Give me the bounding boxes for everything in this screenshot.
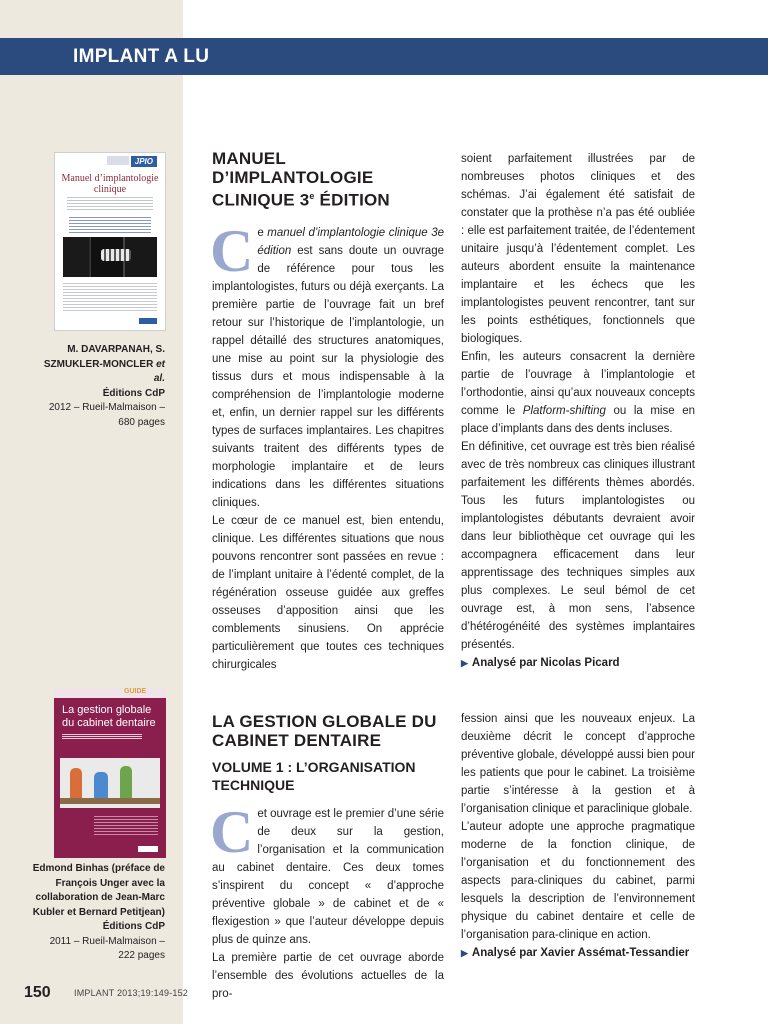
caption-line-3: collaboration de Jean-Marc <box>35 892 165 903</box>
article-1-signature: ▶ Analysé par Nicolas Picard <box>461 657 620 669</box>
cover-subtitle-lines <box>67 197 153 211</box>
book-caption-1 <box>35 343 165 430</box>
article-1-paragraph-2: Le cœur de ce manuel est, bien entendu, clinique. Les différentes situations que nous pouvons rencontrer sont passées en revue : de l’implant unitaire à l’édenté complet, de la régénération osseuse guidée aux greffes osseuses d’apposition ainsi que les comblements sinusiens. On apprécie particulièrement que toutes ces techniques chirurgicales <box>212 515 444 671</box>
caption-line-4: Kubler et Bernard Petitjean) <box>32 906 165 918</box>
cover-publisher-logo <box>138 846 158 852</box>
book-cover-gestion-globale <box>54 688 166 858</box>
cover-publisher-logo <box>139 318 157 324</box>
caption-publisher: Éditions CdP <box>102 921 165 932</box>
section-title: IMPLANT A LU <box>73 46 210 67</box>
article-2-paragraph-1: Cet ouvrage est le premier d’une série de deux sur la gestion, l’organisation et la communication au cabinet dentaire. Ces deux tomes s’inspirent du concept « d’approche préventive globale » de cabinet et de « flexigestion » que l’auteur développe depuis plus de quinze ans. <box>210 799 444 946</box>
cover-illustration <box>60 758 160 808</box>
cover-volume-line <box>62 734 142 739</box>
cover-series-logo: JPIO <box>131 156 157 167</box>
article-1-column-2 <box>461 150 695 672</box>
dropcap: C <box>210 218 254 284</box>
article-2-column-1 <box>210 799 444 1003</box>
article-title-1: MANUEL D’IMPLANTOLOGIE CLINIQUE 3e ÉDITION <box>212 149 390 210</box>
article-1-paragraph-4: Enfin, les auteurs consacrent la dernière partie de l’ouvrage à l’implantologie et l’orthodontie, ainsi qu’aux nouveaux concepts comme le Platform-shifting ou la mise en place d’implants dans des dents incluses. <box>461 351 695 435</box>
caption-line-1: Edmond Binhas (préface de <box>32 863 165 874</box>
book-cover-manuel-implantologie <box>54 152 166 331</box>
cover-title: La gestion globale du cabinet dentaire <box>62 704 156 729</box>
caption-line-2: François Unger avec la <box>55 877 165 889</box>
article-subtitle-2: VOLUME 1 : L’ORGANISATION TECHNIQUE <box>212 759 416 793</box>
article-2-paragraph-4: L’auteur adopte une approche pragmatique moderne de la fonction clinique, de l’organisation et du fonctionnement des aspects para-cliniques du cabinet, parmi lesquels la description de l’environnement physique du cabinet dentaire et celle de l’organisation para-clinique en action. <box>461 821 695 941</box>
article-title-2: LA GESTION GLOBALE DU CABINET DENTAIRE <box>212 712 437 750</box>
article-2-signature: ▶ Analysé par Xavier Assémat-Tessandier <box>461 947 690 959</box>
dropcap: C <box>210 799 254 865</box>
article-1-paragraph-5: En définitive, cet ouvrage est très bien réalisé avec de très nombreux cas cliniques illustrant parfaitement les différents thèmes abordés. Tous les futurs implantologistes ou implantologistes débutants devraient avoir dans leur bibliothèque cet ouvrage qui les accompagnera efficacement dans leur apprentissage des techniques simples aux plus complexes. Le seul bémol de cet ouvrage est, à mon sens, l’absence d’hétérogénéité des systèmes implantaires présentés. <box>461 441 695 651</box>
article-2-column-2 <box>461 710 695 962</box>
cover-contributors-lines <box>63 283 157 313</box>
caption-authors-2: SZMUKLER-MONCLER et al. <box>43 358 165 384</box>
cover-top-strip <box>54 688 166 698</box>
caption-pages: 680 pages <box>118 416 165 428</box>
journal-reference: IMPLANT 2013;19:149-152 <box>74 988 189 998</box>
article-1-column-1 <box>210 218 444 674</box>
article-1-paragraph-3: soient parfaitement illustrées par de nombreuses photos cliniques et des schémas. J’ai également été satisfait de constater que la prothèse n’a pas été oubliée : elle est parfaitement traitée, de l’édentement unitaire jusqu’à l’édentement complet. Les auteurs abordent ensuite la maintenance implantaire et les échecs que les implantologistes peuvent rencontrer, tant sur les points esthétiques, fonctionnels que biologiques. <box>461 153 695 345</box>
cover-authors-lines <box>69 217 151 233</box>
book-caption-2 <box>5 862 165 964</box>
triangle-bullet-icon: ▶ <box>461 948 468 958</box>
article-1-paragraph-1: Ce manuel d’implantologie clinique 3e édition est sans doute un ouvrage de référence pour tous les implantologistes, futurs ou déjà exerçants. La première partie de l’ouvrage fait un bref retour sur l’historique de l’implantologie, un rappel détaillé des structures anatomiques, une mise au point sur la physiologie des tissus durs et mous indispensable à la compréhension de l’implantologie moderne et, enfin, un dernier rappel sur les différents types de surfaces implantaires. Les chapitres suivants traitent des différents types de morphologie implantaire et de leurs indications dans les différentes situations cliniques. <box>210 218 444 509</box>
page-number: 150 <box>24 984 51 1001</box>
caption-details: 2012 – Rueil-Malmaison – <box>48 402 165 413</box>
caption-pages: 222 pages <box>118 950 165 961</box>
cover-title: Manuel d’implantologie clinique <box>61 173 159 195</box>
cover-publisher-mark <box>107 156 129 165</box>
article-2-paragraph-2: La première partie de cet ouvrage aborde l’ensemble des évolutions actuelles de la pro- <box>212 952 444 1000</box>
cover-author-lines <box>94 816 158 836</box>
triangle-bullet-icon: ▶ <box>461 658 468 668</box>
caption-publisher: Éditions CdP <box>102 387 165 399</box>
caption-authors: M. DAVARPANAH, S. <box>67 344 165 355</box>
caption-details: 2011 – Rueil-Malmaison – <box>49 935 165 947</box>
article-2-paragraph-3: fession ainsi que les nouveaux enjeux. La deuxième décrit le concept d’approche préventive globale, développé aussi bien pour les patients que pour le cabinet. La troisième partie s’intéresse à la gestion et à l’organisation clinique et paraclinique globale. <box>461 713 695 815</box>
cover-series-label: GUIDE <box>124 688 147 695</box>
cover-clinical-photo <box>63 237 157 277</box>
